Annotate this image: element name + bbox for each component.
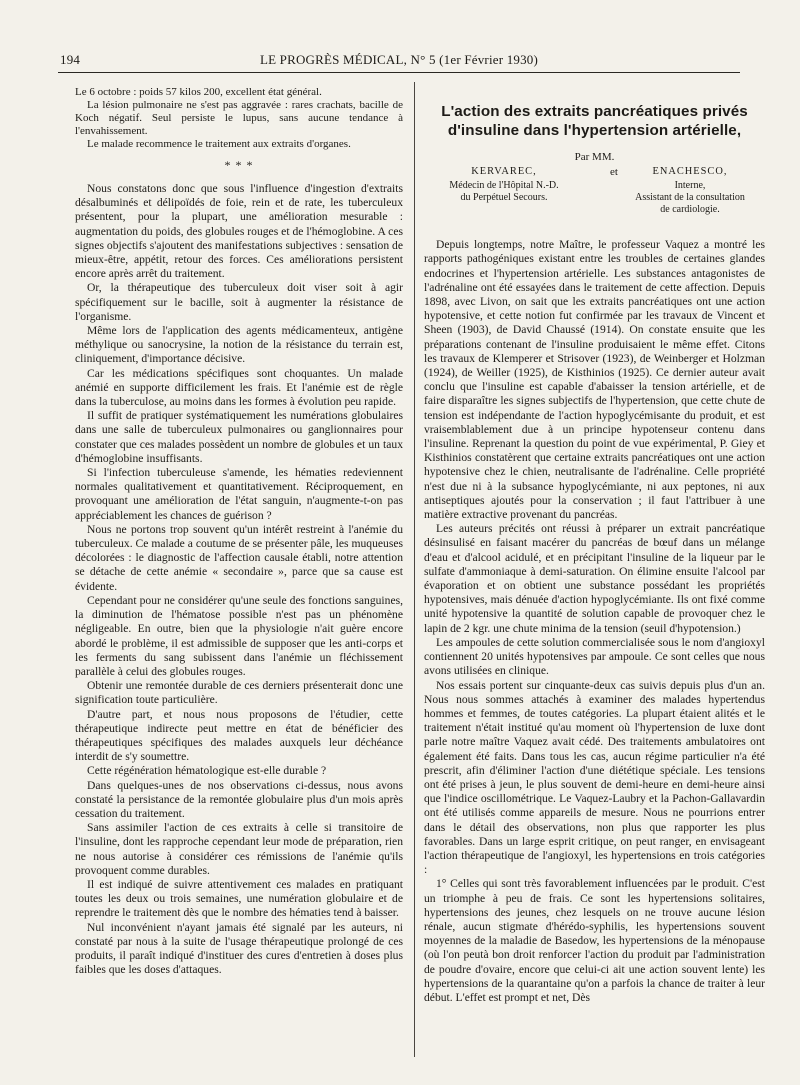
spacer — [424, 224, 765, 238]
author-name: KERVAREC, — [471, 166, 537, 178]
body-paragraph: Les ampoules de cette solution commercialisée sous le nom d'angioxyl contiennent 20 unités hypotensives par ampoule. Ce sont celles que nous avons utilisées en clinique. — [424, 635, 765, 678]
column-divider — [414, 82, 415, 1057]
body-paragraph: Nul inconvénient n'ayant jamais été signalé par les auteurs, ni constaté par nous à la suite de l'usage thérapeutique prolongé de ces produits, il paraît indiqué d'instituer des cures d'entretien à doses plus faibles que les doses d'attaques. — [75, 920, 403, 977]
author-affiliation: Assistant de la consultation — [635, 192, 745, 204]
body-paragraph: Il est indiqué de suivre attentivement ces malades en pratiquant toutes les deux ou trois semaines, une numération globulaire et de reprendre le traitement dès que le nombre des hématies tend à baisser. — [75, 877, 403, 920]
body-paragraph: Car les médications spécifiques sont choquantes. Un malade anémié en supporte difficilement les frais. Et l'anémie est de règle dans la tuberculose, au moins dans les formes à évolution peu rapide. — [75, 366, 403, 409]
running-header — [60, 52, 738, 74]
body-paragraph: Nous constatons donc que sous l'influence d'ingestion d'extraits désalbuminés et délipoïdés de foie, rein et de rate, les tuberculeux présentent, pour la plupart, une amélioration mesurable : augmentation du poids, des globules rouges et de l'hémoglobine. A ces signes objectifs s'ajoutent des manifestations subjectives : sensation de mieux-être, appétit, retour des forces. Ces améliorations persistent encore après arrêt du traitement. — [75, 182, 403, 281]
header-rule — [58, 72, 740, 73]
body-paragraph: Cependant pour ne considérer qu'une seule des fonctions sanguines, la diminution de l'hématose possible n'est pas un phénomène négligeable. En outre, bien que la physiologie n'ait guère encore abordé le problème, il est admissible de supposer que les anti-corps et les ferments du sang subissent dans l'anémie un fléchissement parallèle à celui des globules rouges. — [75, 593, 403, 678]
author-block — [424, 166, 765, 224]
right-column — [424, 86, 765, 1005]
body-paragraph: Dans quelques-unes de nos observations ci-dessus, nous avons constaté la persistance de la remontée globulaire plus d'un mois après cessation du traitement. — [75, 778, 403, 820]
body-paragraph: Même lors de l'application des agents médicamenteux, antigène méthylique ou sanocrysine, la notion de la résistance du terrain est, cliniquement, d'importance décisive. — [75, 324, 403, 366]
journal-title: LE PROGRÈS MÉDICAL, N° 5 (1er Février 1930) — [259, 52, 539, 67]
byline: Par MM. — [574, 151, 615, 163]
author-conjunction: et — [610, 166, 618, 179]
body-paragraph: Or, la thérapeutique des tuberculeux doit viser soit à agir spécifiquement sur le bacille, soit à augmenter la résistance de l'organisme. — [75, 281, 403, 323]
body-paragraph: Cette régénération hématologique est-elle durable ? — [87, 764, 327, 778]
author-affiliation: de cardiologie. — [660, 204, 720, 216]
author-affiliation: Médecin de l'Hôpital N.-D. — [449, 180, 559, 192]
body-paragraph: 1° Celles qui sont très favorablement influencées par le produit. C'est un triomphe à peu de frais. Ce sont les hypertensions solitaires, hypertensions des jeunes, chez lesquels on ne trouve aucune lésion rénale, aucun stigmate d'hérédo-syphilis, les hypertensions souvent moyennes de la maladie de Basedow, les hypertensions de la ménopause (où l'on peutà bon droit renforcer l'action du produit par l'administration de poudre d'ovaire, encore que celui-ci ait une action souvent lente) les hypertensions de la quarantaine qu'on a parfois la chance de traiter à leur début. L'effet est prompt et net, Dès — [424, 877, 765, 1004]
case-line: La lésion pulmonaire ne s'est pas aggravée : rares crachats, bacille de Koch négatif. Seul persiste le lupus, sans aucune tendance à l'envahissement. — [75, 99, 403, 137]
body-paragraph: Sans assimiler l'action de ces extraits à celle si transitoire de l'insuline, dont les rapproche cependant leur mode de préparation, rien ne nous autorise à considérer ces rémissions de l'anémie qu'ils provoquent comme durables. — [75, 821, 403, 877]
body-paragraph: D'autre part, et nous nous proposons de l'étudier, cette thérapeutique indirecte peut mettre en état de bénéficier des thérapeutiques spécifiques des malades auxquels leur déchéance interdit de s'y soumettre. — [75, 707, 403, 764]
case-line: Le 6 octobre : poids 57 kilos 200, excellent état général. — [75, 86, 322, 98]
body-paragraph: Il suffit de pratiquer systématiquement les numérations globulaires dans une salle de tuberculeux pulmonaires ou ganglionnaires pour constater que ces malades possèdent un nombre de globules et un taux d'hémoglobine insuffisants. — [75, 409, 403, 465]
body-paragraph: Si l'infection tuberculeuse s'amende, les hématies redeviennent normales qualitativement et quantitativement. Réciproquement, en provoquant une amélioration de l'état sanguin, n'augmente-t-on pas appréciablement les chances de guérison ? — [75, 466, 403, 522]
section-separator: * * * — [224, 158, 254, 172]
body-paragraph: Les auteurs précités ont réussi à préparer un extrait pancréatique désinsulisé en faisant macérer du pancréas de bœuf dans un mélange d'eau et d'alcool acidulé, et en précipitant l'insuline de la liqueur par le sulfate d'ammoniaque à demi-saturation. On élimine ensuite l'alcool par évaporation et on obtient une substance possédant les propriétés hypotensives, mais dénuée d'action hypoglycémiante. Ils ont fixé comme unité hypotensive la quantité de solution capable de provoquer chez le lapin de 2 kgr. une chute minima de la tension (seuil d'hypotension.) — [424, 522, 765, 635]
author-name: ENACHESCO, — [652, 166, 728, 178]
left-column — [75, 86, 403, 977]
case-line: Le malade recommence le traitement aux extraits d'organes. — [87, 138, 351, 150]
author-affiliation: du Perpétuel Secours. — [460, 192, 548, 204]
body-paragraph: Nous ne portons trop souvent qu'un intérêt restreint à l'anémie du tuberculeux. Ce malade a coutume de se présenter pâle, les muqueuses décolorées : le diagnostic de l'affection causale établi, notre attention se détache de cette anémie « secondaire », parce que sa cause est évidente. — [75, 522, 403, 593]
author-affiliation: Interne, — [674, 180, 706, 192]
author-enachesco — [615, 166, 765, 216]
article-title: L'action des extraits pancréatiques privés d'insuline dans l'hypertension artérielle, — [441, 103, 748, 139]
author-kervarec — [424, 166, 584, 204]
body-paragraph: Nos essais portent sur cinquante-deux cas suivis depuis plus d'un an. Nous nous sommes attachés à examiner des malades hypertendus hommes et femmes, de toutes catégories. La plupart étaient alités et le traitement n'était institué qu'au moment où l'hypertension de luxe dont parle notre maître Vaquez avait cédé. Des traitements ambulatoires ont également été faits. Dans tous les cas, aucun régime particulier n'a été prescrit, afin d'éliminer l'action d'une diététique spéciale. Les tensions ont été prises à jeun, le plus souvent de demi-heure en demi-heure ainsi que l'indice oscillométrique. Le Vaquez-Laubry et la Pachon-Gallavardin ont été utilisés comme appareils de mesure. Nous ne pourrions entrer dans le détail des observations, non plus que rapporter les plus favorables. Dans un large esprit critique, on peut ranger, en envisageant l'action thérapeutique de l'angioxyl, les hypertensions en trois catégories : — [424, 678, 765, 877]
page-number: 194 — [60, 52, 81, 67]
body-paragraph: Obtenir une remontée durable de ces derniers présenterait donc une signification toute particulière. — [75, 679, 403, 707]
body-paragraph: Depuis longtemps, notre Maître, le professeur Vaquez a montré les rapports pathogéniques existant entre les troubles de certaines glandes endocrines et l'hypertension artérielle. Les substances antagonistes de l'adrénaline ont été essayées dans le traitement de cette affection. Depuis 1898, avec Livon, on sait que les extraits pancréatiques ont une action hypotensive, et cette notion fut confirmée par les travaux de Vincent et Sheen (1903), de David Chaussé (1914). On constate ensuite que les préparations contenant de l'insuline produisaient le même effet. Citons les travaux de Klemperer et Strisover (1923), de Weinberger et Holzman (1924), de Weiller (1925), de Kisthinios (1925). Ce dernier auteur avait conclu que l'insuline est capable d'abaisser la tension artérielle, et de faire disparaître les signes subjectifs de l'hypertension, que cette chute de tension est indépendante de l'action hypoglycémisante du produit, et est vraisemblablement due à un principe hypotenseur contenu dans l'insuline. Reprenant la question du point de vue expérimental, P. Giey et Kisthinios constatèrent que certaine extraits pancréatiques ont une action hypotensive chez le chien, neutralisante de l'adrénaline. Celle propriété n'est due ni à la subsance hypoglycémiante, ni aux peptones, ni aux antiseptiques ajoutés pour la conservation ; il faut l'attribuer à une matière extractive provenant du pancréas. — [424, 238, 765, 522]
